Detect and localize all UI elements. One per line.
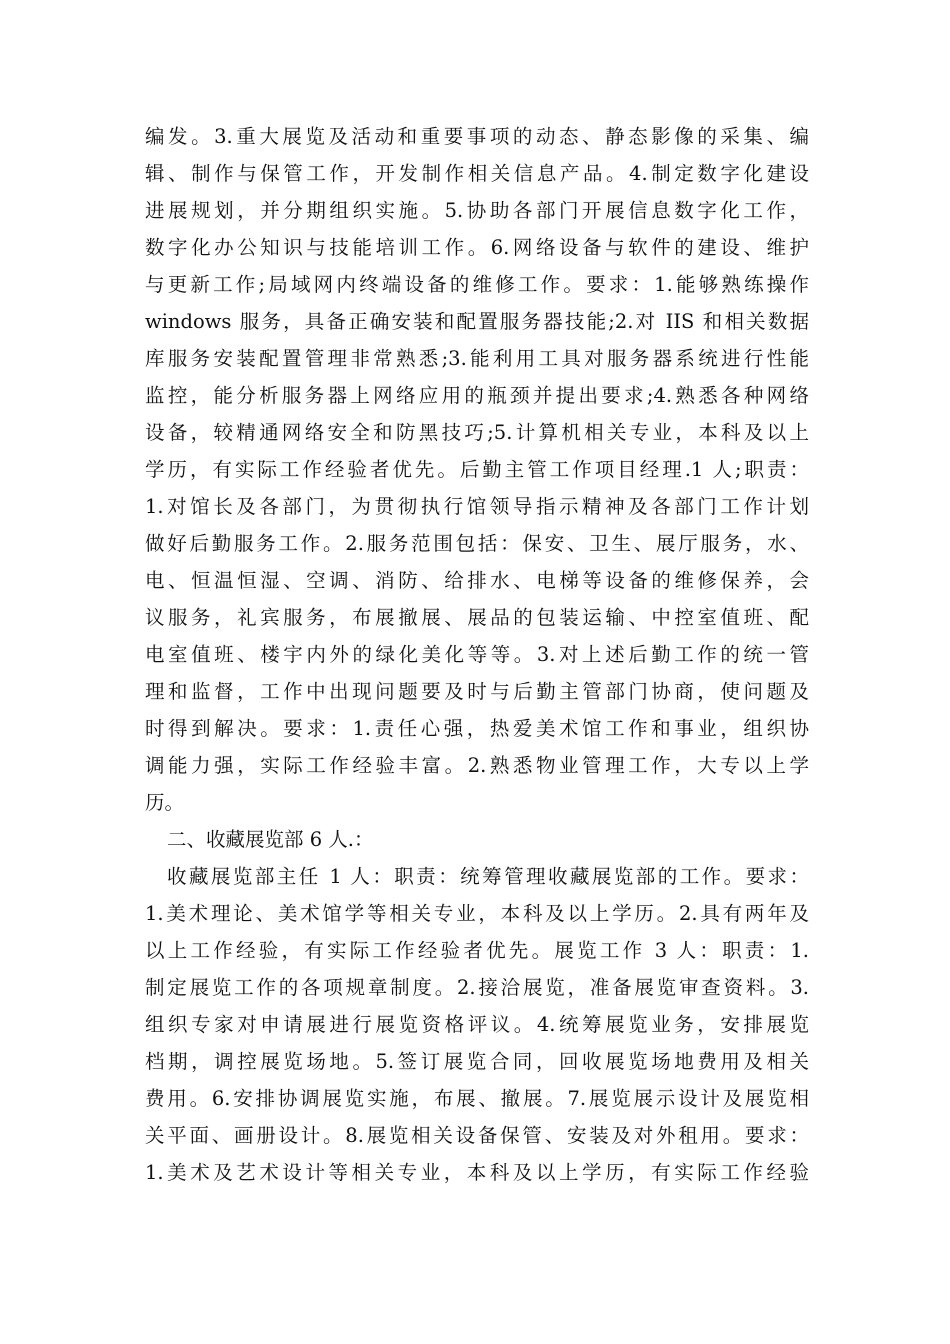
text-line: 制定展览工作的各项规章制度。2.接洽展览，准备展览审查资料。3. (145, 976, 809, 999)
text-line: 电室值班、楼宇内外的绿化美化等等。3.对上述后勤工作的统一管 (145, 643, 809, 666)
text-line: 理和监督，工作中出现问题要及时与后勤主管部门协商，使问题及 (145, 680, 809, 703)
text-line: 时得到解决。要求：1.责任心强，热爱美术馆工作和事业，组织协 (145, 717, 809, 740)
text-line: 监控，能分析服务器上网络应用的瓶颈并提出要求;4.熟悉各种网络 (145, 384, 809, 407)
text-line: 调能力强，实际工作经验丰富。2.熟悉物业管理工作，大专以上学 (145, 754, 809, 777)
text-line: 档期，调控展览场地。5.签订展览合同，回收展览场地费用及相关 (145, 1050, 809, 1073)
text-line: 组织专家对申请展进行展览资格评议。4.统筹展览业务，安排展览 (145, 1013, 809, 1036)
text-line: 编发。3.重大展览及活动和重要事项的动态、静态影像的采集、编 (145, 125, 809, 148)
text-line: 历。 (145, 791, 185, 814)
text-line: 学历，有实际工作经验者优先。后勤主管工作项目经理.1 人;职责： (145, 458, 809, 481)
text-line: 库服务安装配置管理非常熟悉;3.能利用工具对服务器系统进行性能 (145, 347, 809, 370)
text-line: 1.美术理论、美术馆学等相关专业，本科及以上学历。2.具有两年及 (145, 902, 809, 925)
text-line: 进展规划，并分期组织实施。5.协助各部门开展信息数字化工作， (145, 199, 809, 222)
text-line: 辑、制作与保管工作，开发制作相关信息产品。4.制定数字化建设 (145, 162, 809, 185)
text-line: 与更新工作;局域网内终端设备的维修工作。要求：1.能够熟练操作 (145, 273, 809, 296)
text-line: 费用。6.安排协调展览实施，布展、撤展。7.展览展示设计及展览相 (145, 1087, 809, 1110)
text-line: 电、恒温恒湿、空调、消防、给排水、电梯等设备的维修保养，会 (145, 569, 809, 592)
text-line: 1.美术及艺术设计等相关专业，本科及以上学历，有实际工作经验 (145, 1161, 809, 1184)
text-line: 议服务，礼宾服务，布展撤展、展品的包装运输、中控室值班、配 (145, 606, 809, 629)
text-line: 数字化办公知识与技能培训工作。6.网络设备与软件的建设、维护 (145, 236, 809, 259)
section-heading: 二、收藏展览部 6 人.： (167, 828, 374, 851)
text-line: 设备，较精通网络安全和防黑技巧;5.计算机相关专业，本科及以上 (145, 421, 809, 444)
text-line: 收藏展览部主任 1 人：职责：统筹管理收藏展览部的工作。要求： (167, 865, 809, 888)
text-line: windows 服务，具备正确安装和配置服务器技能;2.对 IIS 和相关数据 (145, 310, 809, 333)
text-line: 做好后勤服务工作。2.服务范围包括：保安、卫生、展厅服务，水、 (145, 532, 809, 555)
text-line: 1.对馆长及各部门，为贯彻执行馆领导指示精神及各部门工作计划 (145, 495, 809, 518)
document-body (145, 118, 809, 1191)
text-line: 以上工作经验，有实际工作经验者优先。展览工作 3 人：职责：1. (145, 939, 809, 962)
text-line: 关平面、画册设计。8.展览相关设备保管、安装及对外租用。要求： (145, 1124, 809, 1147)
